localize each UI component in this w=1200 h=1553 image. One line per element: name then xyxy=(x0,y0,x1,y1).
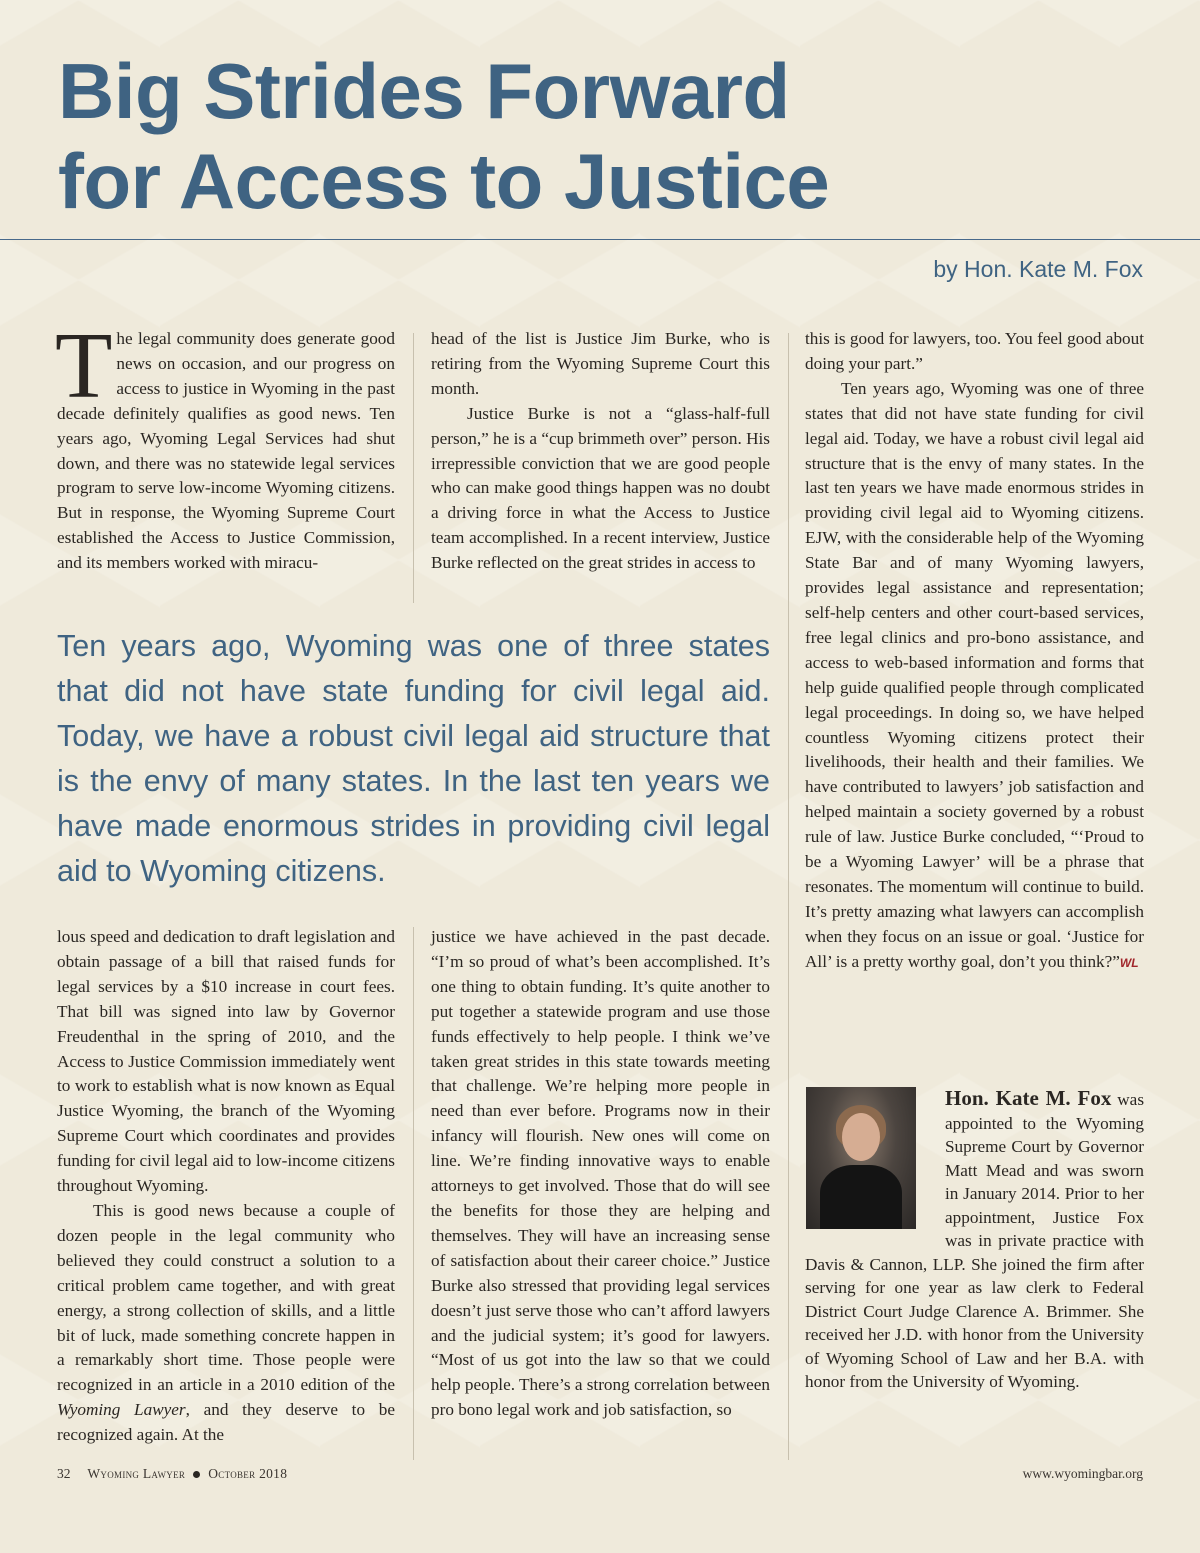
col1-top-text: he legal community does generate good news on occasion, and our progress on access to justice in Wyoming in the past decade definitely qualifies as good news. Ten years ago, Wyoming Legal Services had shut down, and there was no statewide legal services program to serve low-income Wyoming citizens. But in response, the Wyoming Supreme Court established the Access to Justice Commission, and its members worked with miracu- xyxy=(57,329,395,573)
byline: by Hon. Kate M. Fox xyxy=(933,256,1143,282)
drop-cap: T xyxy=(55,314,113,418)
column-1-bottom xyxy=(57,925,395,1448)
publication-name: Wyoming Lawyer xyxy=(87,1466,186,1481)
title-line-1: Big Strides Forward xyxy=(58,47,790,135)
column-separator-2 xyxy=(788,333,789,1460)
col3-paragraph-2-text: Ten years ago, Wyoming was one of three states that did not have state funding for civil legal aid. Today, we have a robust civil legal aid structure that is the envy of many states. In the last ten years we have made enormous strides in providing civil legal aid to Wyoming citizens. EJW, with the considerable help of the Wyoming State Bar and of many Wyoming lawyers, provides legal assistance and representation; self-help centers and other court-based services, free legal clinics and pro-bono assistance, and access to web-based information and forms that help guide qualified people through complicated legal proceedings. In doing so, we have helped countless Wyoming citizens protect their livelihoods, their health and their families. We have contributed to lawyers’ job satisfaction and helped maintain a society governed by a robust rule of law. Justice Burke concluded, “‘Proud to be a Wyoming Lawyer’ will be a phrase that resonates. The momentum will continue to build. It’s pretty amazing what lawyers can accomplish when they focus on an issue or goal. ‘Justice for All’ is a pretty worthy goal, don’t you think?” xyxy=(805,378,1144,971)
col3-paragraph-2 xyxy=(805,377,1144,976)
end-mark: WL xyxy=(1119,955,1139,970)
publication-title: Wyoming Lawyer xyxy=(57,1400,186,1420)
pull-quote: Ten years ago, Wyoming was one of three states that did not have state funding for civil legal aid. Today, we have a robust civil legal aid structure that is the envy of many states. In the last ten years we have made enormous strides in providing civil legal aid to Wyoming citizens. xyxy=(57,629,770,888)
column-1-top xyxy=(55,314,395,576)
author-bio xyxy=(805,1087,1144,1394)
column-separator-1-top xyxy=(413,333,414,603)
article-title xyxy=(58,46,829,226)
col1-bottom-paragraph-1: lous speed and dedication to draft legislation and obtain passage of a bill that raised funds for legal services by a $10 increase in court fees. That bill was signed into law by Governor Freudenthal in the spring of 2010, and the Access to Justice Commission immediately went to work to establish what is now known as Equal Justice Wyoming, the branch of the Wyoming Supreme Court which coordinates and provides funding for civil legal aid to low-income citizens throughout Wyoming. xyxy=(57,927,395,1196)
col2-top-paragraph-2: Justice Burke is not a “glass-half-full person,” he is a “cup brimmeth over” person. His irrepressible conviction that we are good people who can make good things happen was no doubt a driving force in what the Access to Justice team accomplished. In a recent interview, Justice Burke reflected on the great strides in access to xyxy=(431,403,770,573)
footer-left xyxy=(57,1466,287,1482)
col1-bottom-p2-end: , and they deserve to be recognized again. At the xyxy=(57,1400,395,1445)
title-line-2: for Access to Justice xyxy=(58,137,830,225)
column-separator-1-bottom xyxy=(413,927,414,1460)
col1-bottom-p2-start: This is good news because a couple of dozen people in the legal community who believed they could construct a solution to a critical problem came together, and with great energy, a strong collection of skills, and a little bit of luck, made something concrete happen in a remarkably short time. Those people were recognized in an article in a 2010 edition of the xyxy=(57,1200,395,1395)
col1-bottom-paragraph-2 xyxy=(57,1199,395,1448)
title-divider xyxy=(0,239,1200,240)
col3-paragraph-1: this is good for lawyers, too. You feel good about doing your part.” xyxy=(805,329,1144,373)
column-3 xyxy=(805,327,1144,976)
website-url: www.wyomingbar.org xyxy=(1022,1466,1143,1481)
issue-date: October 2018 xyxy=(208,1466,288,1481)
bio-name: Hon. Kate M. Fox xyxy=(945,1086,1112,1110)
photo-spacer xyxy=(805,1087,945,1234)
col2-bottom-paragraph-1: justice we have achieved in the past decade. “I’m so proud of what’s been accomplished. It’s one thing to obtain funding. It’s quite another to put together a statewide program and use those funds effectively to help people. I think we’ve taken great strides in this state towards meeting that challenge. We’re helping more people in need than ever before. Programs now in their infancy will flourish. New ones will come on line. We’re finding innovative ways to enable attorneys to get involved. Those that do will see the benefits for those they are helping and themselves. They will have an increasing sense of satisfaction about their career choice.” Justice Burke also stressed that providing legal services doesn’t just serve those who can’t afford lawyers and the judicial system; it’s good for lawyers. “Most of us got into the law so that we could help people. There’s a strong correlation between pro bono legal work and job satisfaction, so xyxy=(431,927,771,1420)
col2-top-paragraph-1: head of the list is Justice Jim Burke, who is retiring from the Wyoming Supreme Court this month. xyxy=(431,329,770,398)
bio-text: was appointed to the Wyoming Supreme Court by Governor Matt Mead and was sworn in January 2014. Prior to her appointment, Justice Fox was in private practice with Davis & Cannon, LLP. She joined the firm after serving for one year as law clerk to Federal District Court Judge Clarence A. Brimmer. She received her J.D. with honor from the University of Wyoming School of Law and her B.A. with honor from the University of Wyoming. xyxy=(805,1090,1145,1391)
page-number: 32 xyxy=(57,1466,71,1481)
column-2-top xyxy=(431,327,770,576)
column-2-bottom xyxy=(431,925,770,1423)
bullet-icon xyxy=(193,1471,200,1478)
